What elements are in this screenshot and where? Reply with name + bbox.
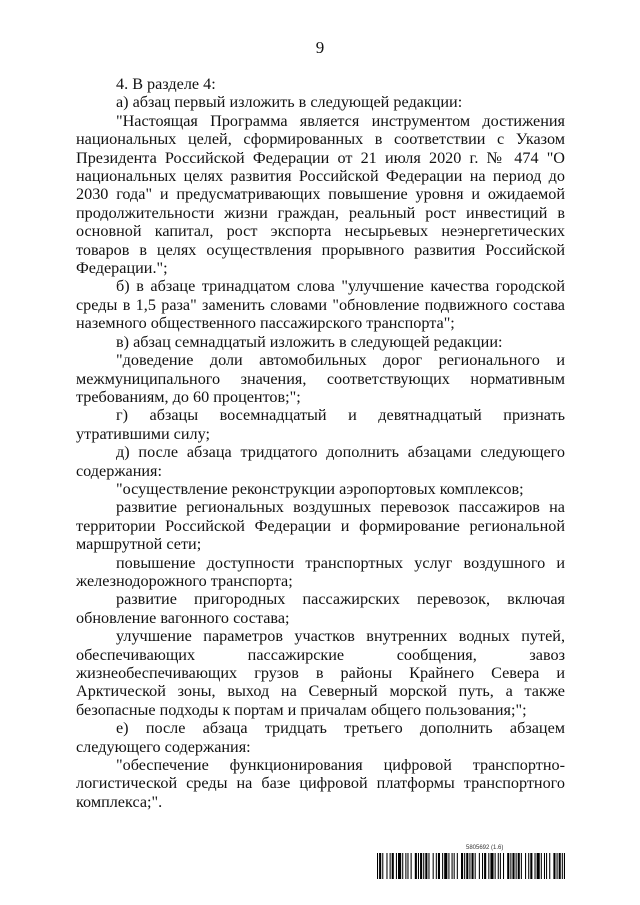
paragraph-airports: "осуществление реконструкции аэропортовых комплексов;: [116, 479, 524, 498]
paragraph-roads-quote: "доведение доли автомобильных дорог регионального и межмуниципального значения, соответствующих нормативным требованиям, до 60 процентов;";: [76, 351, 565, 406]
page-number: 9: [315, 38, 325, 57]
paragraph-regional-flights: развитие региональных воздушных перевозок пассажиров на территории Российской Федерации и формирование региональной маршрутной сети;: [76, 498, 565, 554]
paragraph-section-heading: 4. В разделе 4:: [116, 75, 216, 93]
paragraph-item-d: д) после абзаца тридцатого дополнить абзацами следующего содержания:: [76, 443, 565, 480]
document-body: [76, 75, 565, 811]
paragraph-item-b: б) в абзаце тринадцатом слова "улучшение качества городской среды в 1,5 раза" заменить словами "обновление подвижного состава наземного общественного пассажирского транспорта";: [76, 277, 565, 333]
paragraph-item-v: в) абзац семнадцатый изложить в следующей редакции:: [116, 332, 503, 351]
paragraph-waterways: улучшение параметров участков внутренних водных путей, обеспечивающих пассажирские сообщения, завоз жизнеобеспечивающих грузов в районы Крайнего Севера и Арктической зоны, выход на Северный морской путь, а также безопасные подходы к портам и причалам общего пользования;";: [76, 627, 565, 719]
paragraph-transport-access: повышение доступности транспортных услуг воздушного и железнодорожного транспорта;: [76, 553, 565, 590]
paragraph-program-quote: "Настоящая Программа является инструментом достижения национальных целей, сформированных в соответствии с Указом Президента Российской Федерации от 21 июля 2020 г. № 474 "О национальных целях развития Российской Федерации на период до 2030 года" и предусматривающих повышение уровня и ожидаемой продолжительности жизни граждан, реальный рост инвестиций в основной капитал, рост экспорта несырьевых неэнергетических товаров в целях осуществления прорывного развития Российской Федерации.";: [76, 111, 565, 278]
paragraph-item-e: е) после абзаца тридцать третьего дополнить абзацем следующего содержания:: [76, 719, 565, 756]
barcode-label: 5805692 (1.6): [466, 845, 504, 851]
barcode: [377, 853, 565, 879]
paragraph-digital-platform: "обеспечение функционирования цифровой транспортно-логистической среды на базе цифровой платформы транспортного комплекса;".: [76, 756, 565, 811]
paragraph-item-g: г) абзацы восемнадцатый и девятнадцатый признать утратившими силу;: [76, 406, 565, 443]
paragraph-suburban: развитие пригородных пассажирских перевозок, включая обновление вагонного состава;: [76, 590, 565, 627]
paragraph-item-a: а) абзац первый изложить в следующей редакции:: [116, 93, 463, 112]
